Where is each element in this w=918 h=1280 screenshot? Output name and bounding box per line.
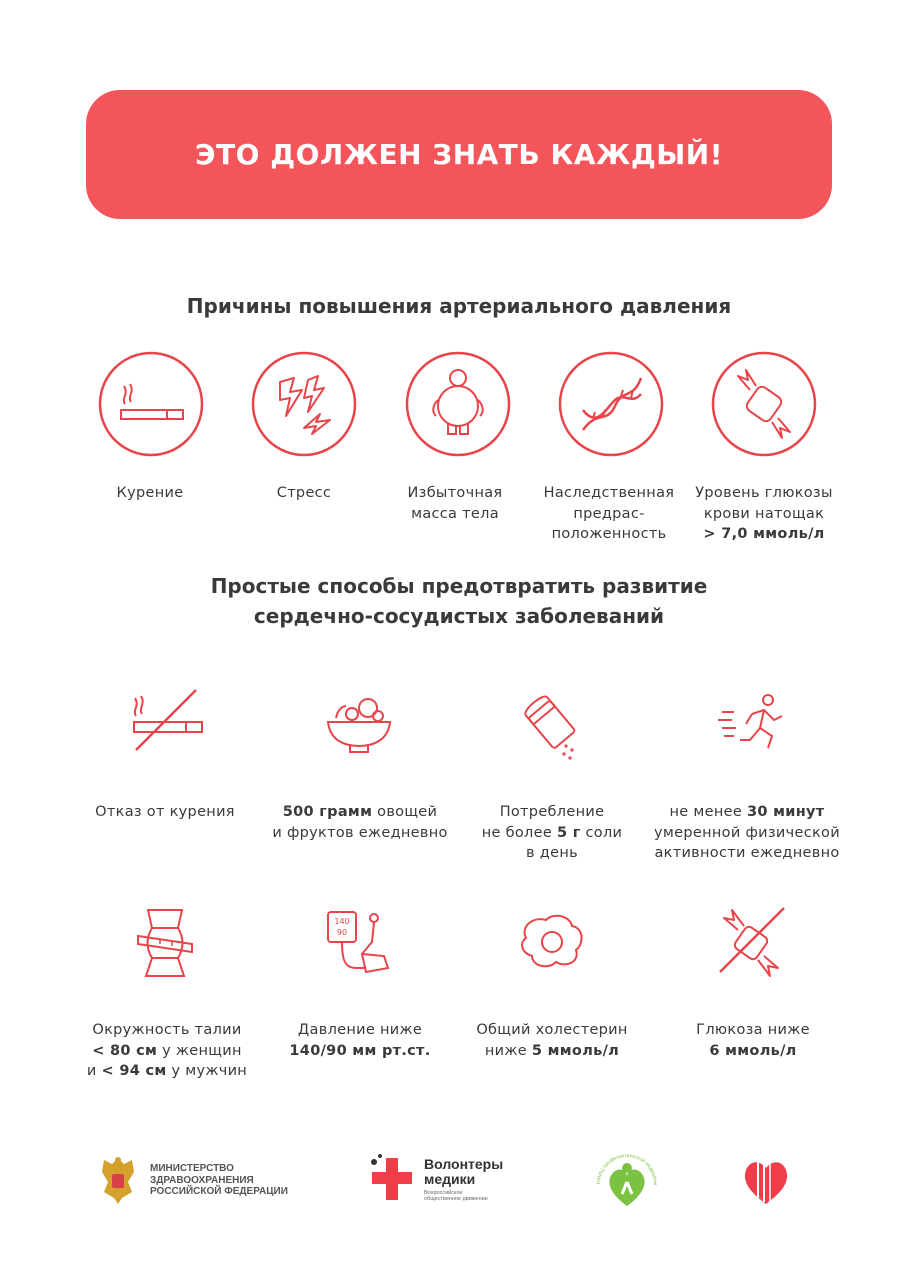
caption-line: [266, 802, 454, 823]
lightning-stress-icon: [250, 350, 358, 458]
caption-line: [646, 802, 848, 823]
caption-bold: < 80 см: [92, 1042, 158, 1059]
ministry-line: ЗДРАВООХРАНЕНИЯ: [150, 1174, 254, 1186]
caption-line: Уровень глюкозы: [695, 485, 833, 501]
blood-pressure-monitor-icon: [314, 898, 404, 988]
cause-caption-stress: [244, 483, 364, 504]
caption-bold: < 94 см: [101, 1063, 167, 1079]
salt-shaker-icon: [506, 684, 596, 774]
caption-bold: 5 г: [556, 824, 581, 841]
prevention-caption-glucose: [678, 1020, 828, 1061]
caption-bold: 30 минут: [747, 804, 825, 820]
caption-line: Окружность талии: [92, 1022, 242, 1038]
cardio-center-logo: [740, 1154, 792, 1208]
nmic-arc-text: НМИЦ профилактической медицины: [595, 1152, 659, 1186]
fried-egg-icon: [506, 898, 596, 988]
caption-line: [470, 1041, 634, 1062]
caption-bold: 6 ммоль/л: [709, 1042, 797, 1059]
waist-measure-icon: [120, 898, 210, 988]
caption-line: положенность: [551, 526, 667, 542]
caption-text: и: [86, 1063, 102, 1079]
caption-bold: 140/90 мм рт.ст.: [289, 1042, 431, 1059]
prevention-caption-waist: [80, 1020, 254, 1082]
caption-bold: 500 грамм: [282, 804, 373, 820]
caption-line: Потребление: [499, 804, 605, 820]
caption-text: овощей: [372, 804, 438, 820]
caption-text: у мужчин: [166, 1063, 248, 1079]
caption-line-bold: > 7,0 ммоль/л: [703, 526, 825, 542]
dna-icon: [557, 350, 665, 458]
banner-title: ЭТО ДОЛЖЕН ЗНАТЬ КАЖДЫЙ!: [195, 138, 723, 171]
monitor-reading-bottom: 90: [336, 928, 348, 937]
header-banner: [86, 90, 832, 219]
prevention-caption-cholesterol: [470, 1020, 634, 1061]
cause-caption-weight: [393, 483, 517, 524]
volunteers-line: медики: [424, 1171, 476, 1187]
caption-line: Отказ от курения: [95, 804, 235, 820]
prevention-title: [0, 571, 918, 631]
volunteers-logo-subtext: [424, 1190, 488, 1202]
cause-caption-glucose: [690, 483, 838, 545]
coat-of-arms-logo: [94, 1152, 142, 1208]
caption-line: Стресс: [276, 485, 332, 501]
caption-line: [472, 823, 632, 844]
caption-text: соли: [580, 824, 623, 841]
prevention-caption-salt: [472, 802, 632, 864]
caption-line: масса тела: [411, 505, 499, 522]
cause-caption-heredity: [536, 483, 682, 545]
cigarette-icon: [97, 350, 205, 458]
caption-line: крови натощак: [703, 505, 825, 522]
caption-line: [80, 1041, 254, 1062]
salad-bowl-icon: [314, 684, 404, 774]
running-person-icon: [706, 684, 796, 774]
ministry-line: РОССИЙСКОЙ ФЕДЕРАЦИИ: [150, 1186, 288, 1197]
caption-text: у женщин: [157, 1042, 242, 1059]
volunteers-line: Волонтеры: [424, 1156, 504, 1172]
nmic-preventive-medicine-logo: [592, 1148, 662, 1212]
caption-bold: 5 ммоль/л: [531, 1042, 620, 1059]
caption-line: в день: [526, 845, 578, 861]
cause-caption-smoking: [90, 483, 210, 504]
volunteers-sub-line: общественное движение: [424, 1196, 488, 1202]
prevention-title-line2: сердечно-сосудистых заболеваний: [253, 604, 665, 628]
causes-title: Причины повышения артериального давления: [186, 294, 732, 318]
volunteers-sub-line: Всероссийское: [424, 1190, 463, 1196]
caption-line: Общий холестерин: [476, 1022, 628, 1038]
no-smoking-icon: [122, 684, 212, 774]
caption-line: умеренной физической: [654, 824, 840, 841]
caption-line: и фруктов ежедневно: [272, 824, 448, 841]
no-candy-icon: [706, 898, 796, 988]
caption-line: [80, 1061, 254, 1082]
caption-line: Наследственная: [543, 485, 675, 501]
candy-icon: [710, 350, 818, 458]
prevention-caption-vegetables: [266, 802, 454, 843]
prevention-caption-activity: [646, 802, 848, 864]
ministry-line: МИНИСТЕРСТВО: [150, 1163, 234, 1174]
volunteers-medics-logo: [364, 1152, 418, 1206]
volunteers-logo-text: [424, 1157, 503, 1187]
caption-text: не более: [481, 824, 557, 841]
caption-line: Давление ниже: [297, 1022, 423, 1038]
caption-line: Глюкоза ниже: [696, 1022, 810, 1038]
caption-text: ниже: [484, 1042, 532, 1059]
caption-line: Избыточная: [407, 485, 503, 501]
prevention-caption-pressure: [280, 1020, 440, 1061]
prevention-caption-no-smoking: [82, 802, 248, 823]
caption-text: не менее: [669, 804, 747, 820]
overweight-person-icon: [404, 350, 512, 458]
caption-line: Курение: [116, 485, 184, 501]
caption-line: предрас-: [573, 505, 645, 522]
ministry-logo-text: [150, 1163, 288, 1198]
monitor-reading-top: 140: [334, 917, 350, 926]
prevention-title-line1: Простые способы предотвратить развитие: [210, 574, 708, 598]
caption-line: активности ежедневно: [654, 845, 840, 861]
